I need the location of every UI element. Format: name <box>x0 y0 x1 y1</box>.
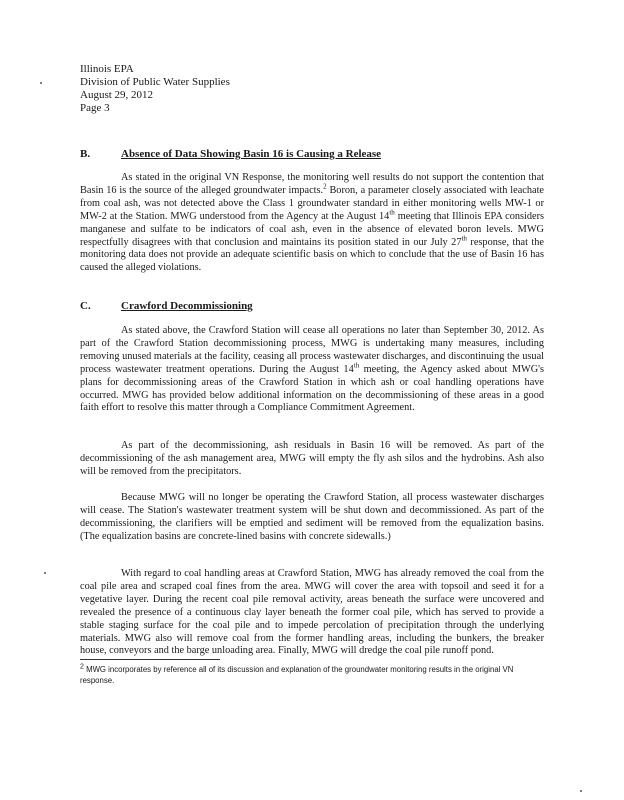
section-b-paragraph <box>80 172 544 275</box>
section-b-heading <box>80 148 381 160</box>
footnote-marker: 2 <box>80 663 84 671</box>
ordinal-suffix: th <box>389 208 395 217</box>
ordinal-suffix: th <box>461 234 467 243</box>
scan-speck <box>580 790 582 792</box>
section-c-paragraph-2: As part of the decommissioning, ash residuals in Basin 16 will be removed. As part of the decommissioning of the ash management area, MWG will empty the fly ash silos and the hydrobins. Ash also will be removed from the precipitators. <box>80 440 544 477</box>
section-c-title: Crawford Decommissioning <box>121 300 253 312</box>
section-c-paragraph-1 <box>80 325 544 415</box>
text-run: response, that the monitoring data does not provide an adequate scientific basis on which to conclude that the use of Basin 16 has caused the alleged violations. <box>80 236 544 274</box>
text-run: Boron, a parameter closely associated with leachate from coal ash, was not detected above the Class 1 groundwater standard in either monitoring wells MW-1 or MW-2 at the Station. MWG understood from the Agency at the August 14 <box>80 184 544 222</box>
recipient-division: Division of Public Water Supplies <box>80 76 230 88</box>
letter-header <box>80 63 230 115</box>
footnote-text: MWG incorporates by reference all of its discussion and explanation of the groundwater monitoring results in the original VN response. <box>80 665 514 685</box>
section-c-heading <box>80 300 253 312</box>
ordinal-suffix: th <box>353 361 360 370</box>
text-run: As stated in the original VN Response, the monitoring well results do not support the contention that Basin 16 is the source of the alleged groundwater impacts. <box>80 172 544 196</box>
text-run: meeting, the Agency asked about MWG's plans for decommissioning areas of the Crawford Station in which ash or coal handling operations have occurred. MWG has provided below additional information on the decommissioning of these areas in a good faith effort to resolve this matter through a Compliance Commitment Agreement. <box>80 363 544 414</box>
text-run: meeting that Illinois EPA considers manganese and sulfate to be indicators of coal ash, even in the absence of elevated boron levels. MWG respectfully disagrees with that conclusion and maintains its position stated in our July 27 <box>80 210 545 248</box>
section-c-paragraph-4: With regard to coal handling areas at Crawford Station, MWG has already removed the coal from the coal pile area and scraped coal fines from the area. MWG will cover the area with topsoil and seed it for a vegetative layer. During the recent coal pile removal activity, areas beneath the surface were uncovered and revealed the presence of a continuous clay layer beneath the former coal pile, which has served to provide a stable staging surface for the coal pile and to impede percolation of precipitation through the underlying materials. MWG also will remove coal from the former handling areas, including the bunkers, the breaker house, conveyors and the barge unloading area. Finally, MWG will dredge the coal pile runoff pond. <box>80 568 544 657</box>
footnote-separator <box>80 659 220 660</box>
scan-speck <box>44 572 46 574</box>
page-number: Page 3 <box>80 102 110 114</box>
section-b-title: Absence of Data Showing Basin 16 is Causing a Release <box>121 148 382 160</box>
section-c-paragraph-3: Because MWG will no longer be operating the Crawford Station, all process wastewater discharges will cease. The Station's wastewater treatment system will be shut down and decommissioned. As part of the decommissioning, the clarifiers will be emptied and sediment will be removed from the equalization basins. (The equalization basins are concrete-lined basins with concrete sidewalls.) <box>80 492 544 542</box>
footnote-reference: 2 <box>323 182 327 191</box>
section-c-number: C. <box>80 300 91 312</box>
letter-date: August 29, 2012 <box>80 89 154 101</box>
section-b-number: B. <box>80 148 91 160</box>
footnote <box>80 664 544 686</box>
scan-speck <box>40 82 42 84</box>
recipient-agency: Illinois EPA <box>80 63 134 75</box>
text-run: As stated above, the Crawford Station will cease all operations no later than September 30, 2012. As part of the Crawford Station decommissioning process, MWG is undertaking many measures, including removing unused materials at the facility, ceasing all process wastewater discharges, and discontinuing the usual process wastewater treatment operations. During the August 14 <box>80 325 544 375</box>
